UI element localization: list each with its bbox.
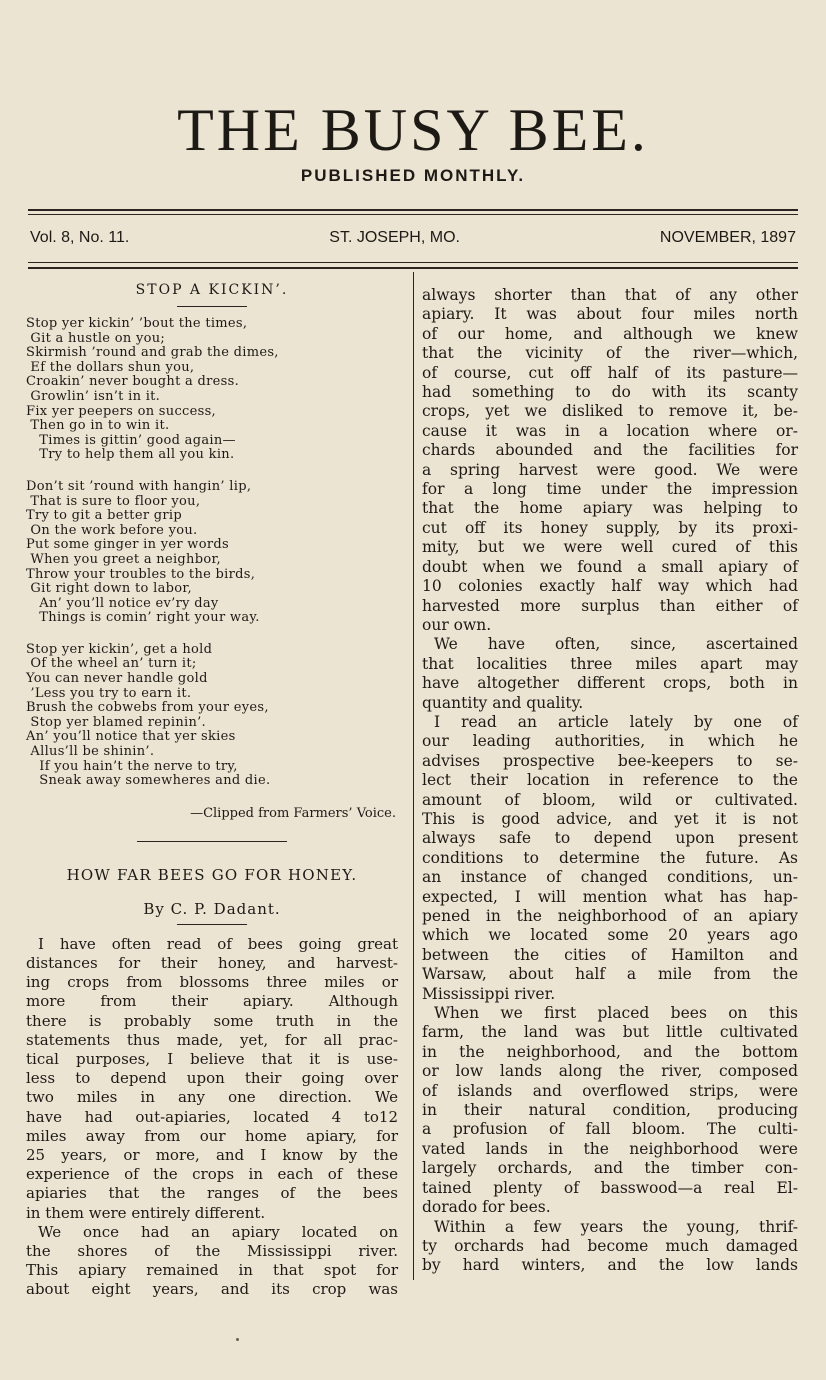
article-line: advises prospective bee-keepers to se- [422, 751, 798, 770]
section-rule [137, 841, 287, 842]
article-line: miles away from our home apiary, for [26, 1126, 398, 1145]
article-line: This apiary remained in that spot for [26, 1261, 398, 1280]
poem-line: Git right down to labor, [26, 581, 192, 597]
article-line: have had out-apiaries, located 4 to12 [26, 1107, 398, 1126]
article-line: in them were entirely different. [26, 1203, 266, 1222]
poem-stanza [26, 317, 398, 463]
poem-line: When you greet a neighbor, [26, 551, 221, 567]
article-line: a spring harvest were good. We were [422, 460, 798, 479]
article-line: two miles in any one direction. We [26, 1088, 398, 1107]
poem-line: Growlin’ isn’t in it. [26, 388, 161, 404]
poem-stanza [26, 480, 398, 626]
article-line: ing crops from blossoms three miles or [26, 973, 398, 992]
poem-line: Throw your troubles to the birds, [26, 566, 256, 582]
article-line: apiaries that the ranges of the bees [26, 1184, 398, 1203]
article-line: mity, but we were well cured of this [422, 538, 798, 557]
article-line: our own. [422, 615, 492, 634]
article-line: cut off its honey supply, by its proxi- [422, 518, 798, 537]
article-line: between the cities of Hamilton and [422, 945, 798, 964]
poem-credit: —Clipped from Farmers’ Voice. [190, 805, 396, 821]
header-rule-bottom [28, 267, 798, 269]
poem-line: Try to git a better grip [26, 508, 182, 524]
article-line: When we first placed bees on this [434, 1004, 798, 1023]
right-column [422, 286, 798, 1276]
page-speck [236, 1338, 239, 1341]
issue-date: NOVEMBER, 1897 [659, 229, 796, 246]
article-line: ty orchards had become much damaged [422, 1236, 798, 1255]
article-line: harvested more surplus than either of [422, 596, 798, 615]
article-line: less to depend upon their going over [26, 1069, 398, 1088]
article-line: statements thus made, yet, for all prac- [26, 1030, 398, 1049]
article-line: that the vicinity of the river—which, [422, 344, 798, 363]
article-line: farm, the land was but little cultivated [422, 1023, 798, 1042]
article-line: dorado for bees. [422, 1198, 551, 1217]
article-line: or low lands along the river, composed [422, 1062, 798, 1081]
article-line: I read an article lately by one of [434, 712, 798, 731]
article-line: Mississippi river. [422, 984, 556, 1003]
article-line: vated lands in the neighborhood were [422, 1139, 798, 1158]
poem-line: Ef the dollars shun you, [26, 359, 195, 375]
poem-line: Then go in to win it. [26, 418, 170, 434]
article-title: HOW FAR BEES GO FOR HONEY. [66, 865, 358, 884]
article-line: which we located some 20 years ago [422, 926, 798, 945]
article-line: about eight years, and its crop was [26, 1280, 398, 1299]
poem-line: You can never handle gold [26, 671, 208, 687]
poem-line: Stop yer blamed repinin’. [26, 714, 206, 730]
article-line: distances for their honey, and harvest- [26, 954, 398, 973]
poem-stanza [26, 643, 398, 789]
article-line: 25 years, or more, and I know by the [26, 1146, 398, 1165]
article-line: quantity and quality. [422, 693, 584, 712]
article-line: of our home, and although we knew [422, 324, 798, 343]
poem-line: ’Less you try to earn it. [26, 685, 192, 701]
article-line: the shores of the Mississippi river. [26, 1242, 398, 1261]
article-line: by hard winters, and the low lands [422, 1256, 798, 1275]
poem-line: Stop yer kickin’, get a hold [26, 641, 213, 657]
poem-line: Git a hustle on you; [26, 330, 166, 346]
article-line: an instance of changed conditions, un- [422, 868, 798, 887]
article-text-left [26, 935, 398, 1300]
header-rule-top [28, 209, 798, 211]
article-line: for a long time under the impression [422, 480, 798, 499]
article-text-right [422, 286, 798, 1276]
article-line: a profusion of fall bloom. The culti- [422, 1120, 798, 1139]
article-line: conditions to determine the future. As [422, 848, 798, 867]
article-line: of islands and overflowed strips, were [422, 1081, 798, 1100]
article-line: there is probably some truth in the [26, 1011, 398, 1030]
poem-line: Try to help them all you kin. [26, 447, 235, 463]
article-line: expected, I will mention what has hap- [422, 887, 798, 906]
article-line: crops, yet we disliked to remove it, be- [422, 402, 798, 421]
article-line: tical purposes, I believe that it is use- [26, 1050, 398, 1069]
poem-line: Croakin’ never bought a dress. [26, 374, 240, 390]
article-line: pened in the neighborhood of an apiary [422, 907, 798, 925]
article-line: chards abounded and the facilities for [422, 441, 798, 460]
poem-line: Stop yer kickin’ ’bout the times, [26, 316, 248, 331]
byline-rule [177, 924, 247, 925]
article-line: 10 colonies exactly half way which had [422, 577, 798, 596]
article-line: Warsaw, about half a mile from the [422, 965, 798, 984]
poem-line: Times is gittin’ good again— [26, 432, 236, 448]
article-line: of course, cut off half of its pasture— [422, 363, 798, 382]
article-line: in the neighborhood, and the bottom [422, 1042, 798, 1061]
header-rule-bottom-thin [28, 262, 798, 263]
article-line: in their natural condition, producing [422, 1101, 798, 1120]
poem-line: An’ you’ll notice ev’ry day [26, 595, 219, 611]
masthead-title: THE BUSY BEE. [177, 97, 649, 163]
poem-line: Skirmish ’round and grab the dimes, [26, 345, 279, 361]
poem-line: On the work before you. [26, 522, 198, 538]
poem-title-rule [177, 306, 247, 307]
masthead-subtitle: PUBLISHED MONTHLY. [300, 166, 526, 185]
article-line: We have often, since, ascertained [434, 635, 798, 654]
poem-line: Of the wheel an’ turn it; [26, 656, 197, 672]
poem-line: Brush the cobwebs from your eyes, [26, 700, 269, 716]
article-line: have altogether different crops, both in [422, 674, 798, 693]
article-line: always safe to depend upon present [422, 829, 798, 848]
issue-line [30, 229, 796, 247]
article-line: that the home apiary was helping to [422, 499, 798, 518]
article-line: lect their location in reference to the [422, 771, 798, 790]
column-divider [413, 272, 414, 1280]
poem-line: Things is comin’ right your way. [26, 610, 260, 626]
article-line: that localities three miles apart may [422, 654, 798, 673]
article-line: had something to do with its scanty [422, 383, 798, 402]
poem-line: Put some ginger in yer words [26, 537, 229, 553]
article-line: Within a few years the young, thrif- [434, 1217, 798, 1236]
article-line: This is good advice, and yet it is not [422, 809, 798, 828]
article-line: our leading authorities, in which he [422, 732, 798, 751]
article-line: We once had an apiary located on [38, 1222, 398, 1241]
article-line: cause it was in a location where or- [422, 421, 798, 440]
volume-number: Vol. 8, No. 11. [30, 229, 130, 246]
poem-line: That is sure to floor you, [26, 493, 201, 509]
poem-line: An’ you’ll notice that yer skies [26, 729, 236, 745]
article-line: amount of bloom, wild or cultivated. [422, 790, 798, 809]
article-line: always shorter than that of any other [422, 286, 798, 304]
poem-line: Don’t sit ’round with hangin’ lip, [26, 478, 252, 494]
poem-line: Sneak away somewheres and die. [26, 773, 271, 789]
article-byline: By C. P. Dadant. [143, 899, 281, 918]
article-line: tained plenty of basswood—a real El- [422, 1178, 798, 1197]
article-line: largely orchards, and the timber con- [422, 1159, 798, 1178]
article-line: more from their apiary. Although [26, 992, 398, 1011]
poem-line: If you hain’t the nerve to try, [26, 758, 238, 774]
poem-title: STOP A KICKIN’. [135, 282, 289, 298]
article-line: I have often read of bees going great [38, 934, 398, 953]
publication-place: ST. JOSEPH, MO. [329, 229, 460, 246]
article-line: doubt when we found a small apiary of [422, 557, 798, 576]
header-rule-top-thin [28, 214, 798, 215]
left-column [26, 282, 398, 1300]
poem-line: Allus’ll be shinin’. [26, 744, 155, 760]
article-line: experience of the crops in each of these [26, 1165, 398, 1184]
poem-line: Fix yer peepers on success, [26, 403, 216, 419]
poem-body [26, 317, 398, 789]
article-line: apiary. It was about four miles north [422, 305, 798, 324]
